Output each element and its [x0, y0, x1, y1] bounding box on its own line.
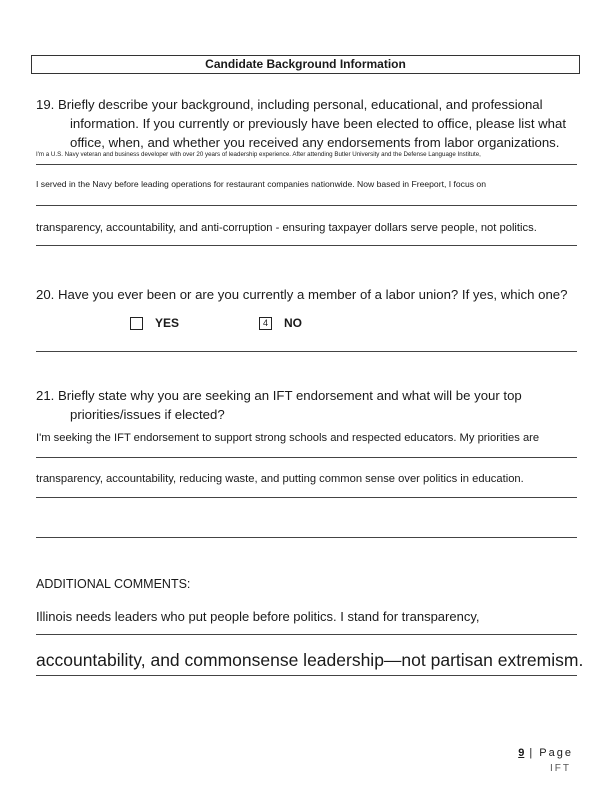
footer-org: IFT	[550, 763, 571, 774]
no-option[interactable]	[259, 316, 302, 330]
section-title: Candidate Background Information	[205, 57, 406, 71]
question-20-text: 20. Have you ever been or are you currently a member of a labor union? If yes, which one?	[36, 287, 568, 302]
yes-checkbox[interactable]	[130, 317, 143, 330]
page-number	[518, 747, 573, 759]
page-number-value: 9	[518, 747, 525, 759]
answer-19-line-2[interactable]: I served in the Navy before leading operations for restaurant companies nationwide. Now based in Freeport, I focus on	[36, 179, 486, 189]
section-header	[31, 55, 580, 74]
answer-line	[36, 537, 577, 538]
answer-line	[36, 457, 577, 458]
answer-19-line-3[interactable]: transparency, accountability, and anti-corruption - ensuring taxpayer dollars serve people, not politics.	[36, 222, 537, 234]
answer-21-line-1[interactable]: I'm seeking the IFT endorsement to support strong schools and respected educators. My priorities are	[36, 432, 540, 444]
answer-line	[36, 634, 577, 635]
yes-option[interactable]	[130, 316, 179, 330]
question-19-line-1: 19. Briefly describe your background, including personal, educational, and professional	[36, 97, 543, 112]
answer-line	[36, 497, 577, 498]
answer-line	[36, 351, 577, 352]
answer-line	[36, 164, 577, 165]
answer-line	[36, 245, 577, 246]
yes-label: YES	[155, 316, 180, 330]
no-checkbox[interactable]: 4	[259, 317, 272, 330]
additional-comments-label: ADDITIONAL COMMENTS:	[36, 577, 191, 591]
answer-line	[36, 205, 577, 206]
additional-comments-line-1[interactable]: Illinois needs leaders who put people before politics. I stand for transparency,	[36, 609, 480, 624]
question-21-line-1: 21. Briefly state why you are seeking an IFT endorsement and what will be your top	[36, 388, 522, 403]
question-21-line-2: priorities/issues if elected?	[70, 407, 225, 422]
question-19	[36, 95, 581, 152]
answer-21-line-2[interactable]: transparency, accountability, reducing waste, and putting common sense over politics in education.	[36, 473, 524, 485]
additional-comments-line-2[interactable]: accountability, and commonsense leadership—not partisan extremism.	[36, 650, 584, 670]
question-19-line-3: office, when, and whether you received any endorsements from labor organizations.	[70, 135, 560, 150]
no-label: NO	[284, 316, 302, 330]
answer-line	[36, 675, 577, 676]
question-20	[36, 285, 581, 304]
answer-19-line-1[interactable]: I'm a U.S. Navy veteran and business developer with over 20 years of leadership experience. After attending Butler University and the Defense Language Institute,	[36, 151, 481, 158]
page-word: | Page	[529, 747, 573, 759]
question-21	[36, 386, 581, 424]
question-19-line-2: information. If you currently or previously have been elected to office, please list what	[70, 116, 567, 131]
